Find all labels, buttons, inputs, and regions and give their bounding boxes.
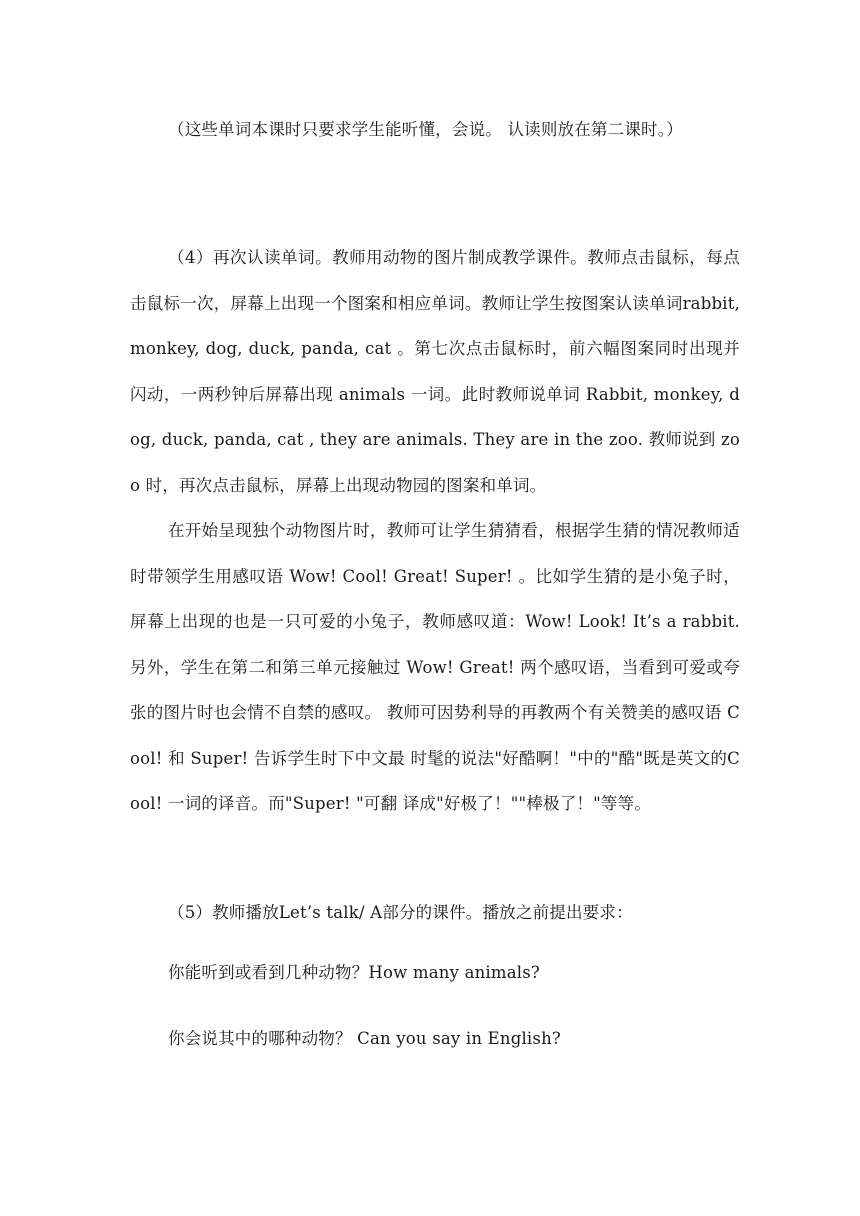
question-2-paragraph: 你会说其中的哪种动物？ Can you say in English? xyxy=(168,1029,561,1048)
exclamation-paragraph: 在开始呈现独个动物图片时，教师可让学生猜猜看，根据学生猜的情况教师适时带领学生用感叹语 Wow! Cool! Great! Super! 。比如学生猜的是小兔子时，屏幕上出现的也是一只可爱的小兔子，教师感叹道：Wow! Look! It’s a rabbit. 另外，学生在第二和第三单元接触过 Wow! Great! 两个感叹语，当看到可爱或夸张的图片时也会情不自禁的感叹。 教师可因势利导的再教两个有关赞美的感叹语 Cool! 和 Super! 告诉学生时下中文最 时髦的说法"好酷啊！"中的"酷"既是英文的Cool! 一词的译音。而"Super! "可翻 译成"好极了！""棒极了！"等等。 xyxy=(130,521,740,813)
note-paragraph: （这些单词本课时只要求学生能听懂，会说。 认读则放在第二课时。） xyxy=(168,120,683,139)
step-4-paragraph: （4）再次认读单词。教师用动物的图片制成教学课件。教师点击鼠标，每点击鼠标一次，屏幕上出现一个图案和相应单词。教师让学生按图案认读单词rabbit, monkey, dog, duck, panda, cat 。第七次点击鼠标时，前六幅图案同时出现并闪动，一两秒钟后屏幕出现 animals 一词。此时教师说单词 Rabbit, monkey, dog, duck, panda, cat , they are animals. They are in the zoo. 教师说到 zoo 时，再次点击鼠标，屏幕上出现动物园的图案和单词。 xyxy=(130,248,740,495)
question-1-paragraph: 你能听到或看到几种动物？How many animals? xyxy=(168,963,540,982)
step-5-paragraph: （5）教师播放Let’s talk/ A部分的课件。播放之前提出要求： xyxy=(168,903,633,922)
